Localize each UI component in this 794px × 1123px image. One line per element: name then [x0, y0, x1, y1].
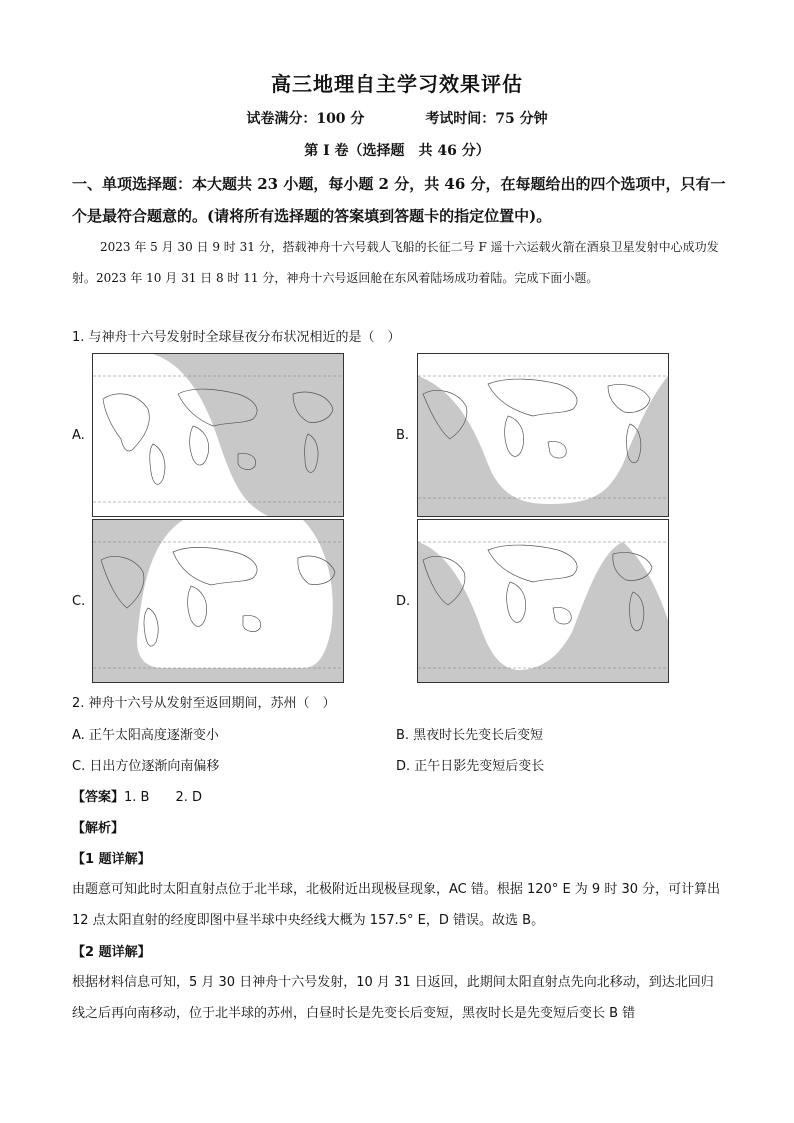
map-a-label: A.	[72, 428, 85, 443]
answer-line	[72, 786, 202, 805]
map-c-svg	[93, 520, 343, 682]
exam-time: 考试时间：75 分钟	[425, 111, 548, 127]
part-heading: 第 I 卷（选择题 共 46 分）	[304, 143, 490, 159]
section-instructions: 一、单项选择题：本大题共 23 小题，每小题 2 分，共 46 分，在每题给出的四个选项中，只有一个是最符合题意的。(请将所有选择题的答案填到答题卡的指定位置中)。	[72, 175, 726, 225]
map-d-label: D.	[396, 594, 411, 609]
map-b-night	[418, 376, 668, 516]
question-2-option-b: B. 黑夜时长先变长后变短	[396, 728, 544, 743]
exam-info	[0, 108, 794, 128]
map-b	[417, 353, 669, 517]
detail-2-text: 根据材料信息可知，5 月 30 日神舟十六号发射，10 月 31 日返回，此期间太阳直射点先向北移动，到达北回归线之后再向南移动，位于北半球的苏州，白昼时长是先变长后变短，黑夜时长是先变短后变长 B 错	[72, 975, 714, 1021]
map-a	[92, 353, 344, 517]
answer-tag: 【答案】	[72, 790, 125, 805]
exam-title: 高三地理自主学习效果评估	[271, 72, 523, 96]
map-d-night	[418, 542, 668, 682]
map-d	[417, 519, 669, 683]
map-b-svg	[418, 354, 668, 516]
question-2-option-c: C. 日出方位逐渐向南偏移	[72, 759, 220, 774]
question-2-option-a: A. 正午太阳高度逐渐变小	[72, 728, 219, 743]
map-a-night	[93, 354, 343, 516]
map-b-label: B.	[396, 428, 410, 443]
question-2-option-d: D. 正午日影先变短后变长	[396, 759, 545, 774]
detail-1-tag: 【1 题详解】	[72, 852, 151, 867]
answer-text: 1. B 2. D	[124, 790, 203, 805]
map-d-svg	[418, 520, 668, 682]
question-2-stem: 2. 神舟十六号从发射至返回期间，苏州（ ）	[72, 696, 336, 711]
analysis-tag: 【解析】	[72, 821, 125, 836]
detail-2-tag: 【2 题详解】	[72, 945, 151, 960]
map-c	[92, 519, 344, 683]
material-paragraph: 2023 年 5 月 30 日 9 时 31 分，搭载神舟十六号载人飞船的长征二号 F 遥十六运载火箭在酒泉卫星发射中心成功发射。2023 年 10 月 31 日 8 时 11 分，神舟十六号返回舱在东风着陆场成功着陆。完成下面小题。	[72, 240, 719, 285]
map-a-svg	[93, 354, 343, 516]
question-1-stem: 1. 与神舟十六号发射时全球昼夜分布状况相近的是（ ）	[72, 330, 401, 345]
full-score: 试卷满分：100 分	[246, 111, 365, 127]
map-c-night	[93, 520, 343, 682]
detail-1-text: 由题意可知此时太阳直射点位于北半球，北极附近出现极昼现象，AC 错。根据 120° E 为 9 时 30 分，可计算出 12 点太阳直射的经度即图中昼半球中央经线大概为 157.5° E，D 错误。故选 B。	[72, 882, 721, 928]
map-c-label: C.	[72, 594, 86, 609]
